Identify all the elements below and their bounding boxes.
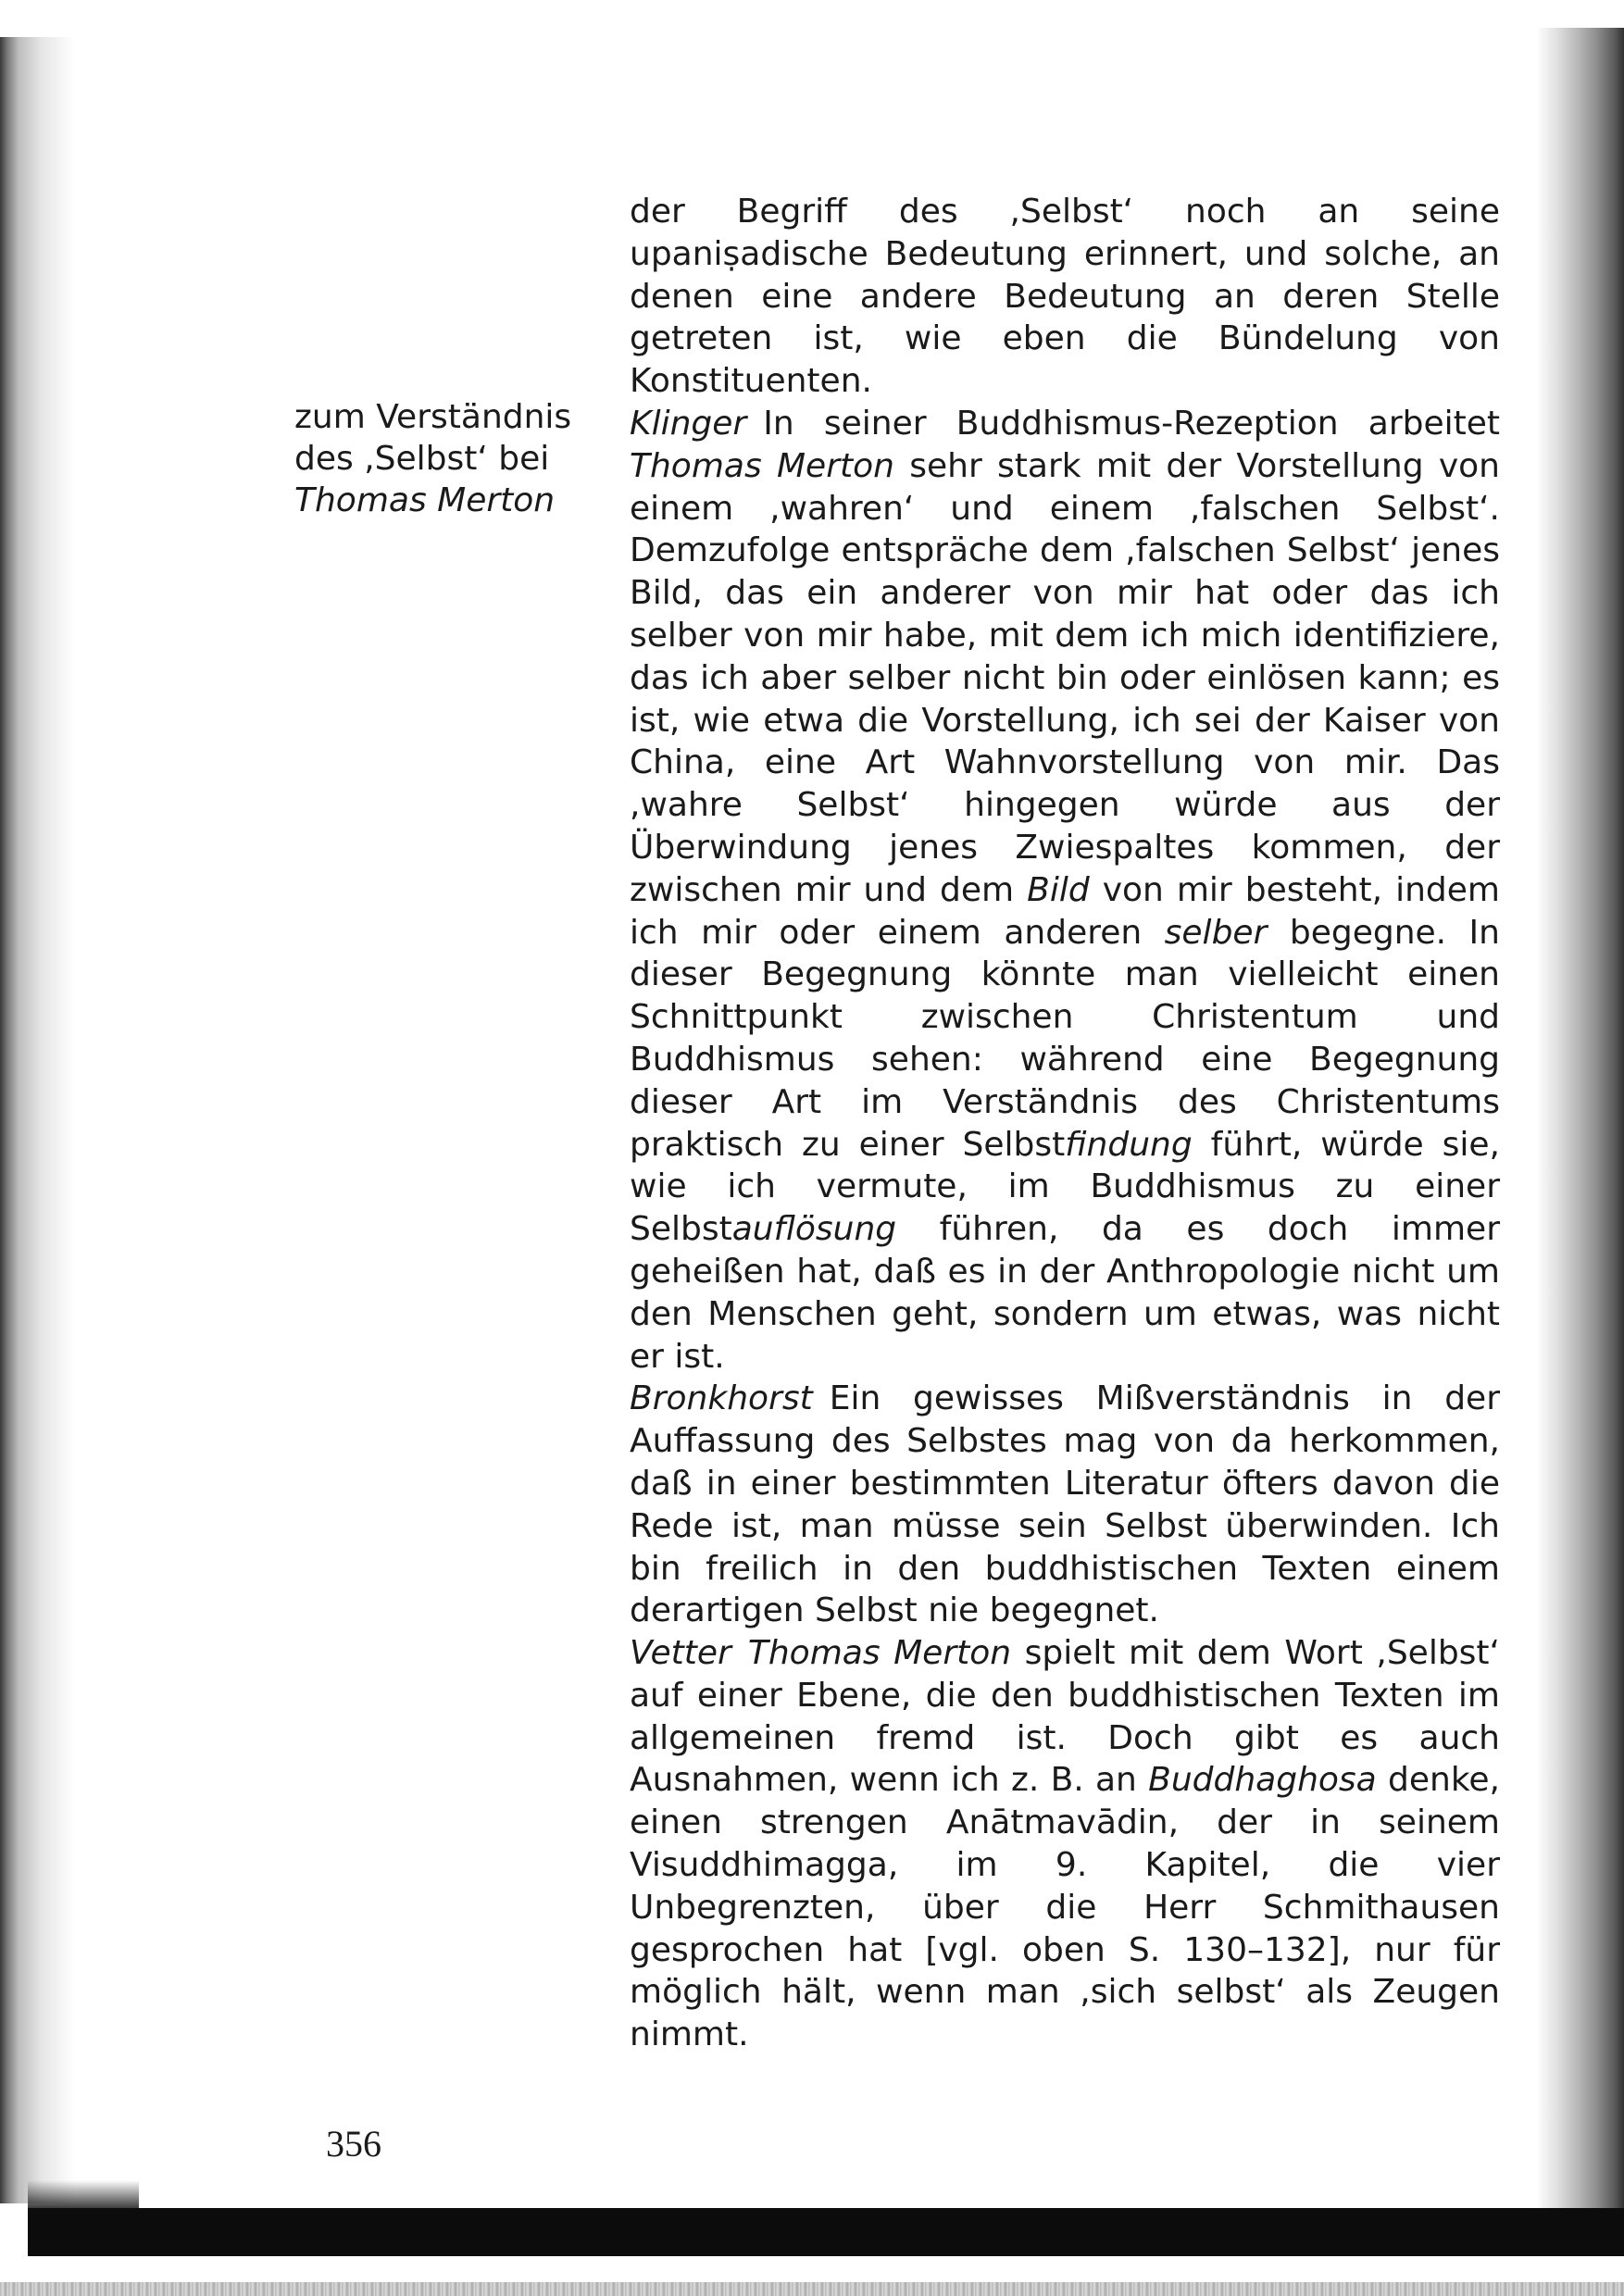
speaker-name: Bronkhorst [630,1379,813,1418]
emphasis: Bild [1027,870,1090,909]
paragraph-vetter [630,1632,1500,2056]
margin-note [294,396,572,521]
text-run: denke, einen strengen Anātmavādin, der in seinem Visuddhimagga, im 9. Kapitel, die vier Unbegrenzten, über die Herr Schmithausen gesprochen hat [vgl. oben S. 130–132], nur für möglich hält, wenn man ,sich selbst‘ als Zeugen nimmt. [630,1761,1500,2054]
text-run: sehr stark mit der Vorstellung von einem ,wahren‘ und einem ,falschen Selbst‘. Demzufolge entspräche dem ,falschen Selbst‘ jenes Bild, das ein anderer von mir hat oder das ich selber von mir habe, mit dem ich mich identifiziere, das ich aber selber nicht bin oder einlösen kann; es ist, wie etwa die Vorstellung, ich sei der Kaiser von China, eine Art Wahnvorstellung von mir. Das ,wahre Selbst‘ hingegen würde aus der Überwindung jenes Zwiespaltes kommen, der zwischen mir und dem [630,446,1500,909]
margin-note-line: Thomas Merton [294,481,556,519]
text-run: Ein gewisses Mißverständnis in der Auffassung des Selbstes mag von da herkommen, daß in einer bestimmten Literatur öfters davon die Rede ist, man müsse sein Selbst überwinden. Ich bin freilich in den buddhistischen Texten einem derartigen Selbst nie begegnet. [630,1379,1500,1630]
scan-shadow [28,2180,139,2210]
binding-shadow [0,37,76,2203]
emphasis: Thomas Merton [747,1634,1012,1673]
emphasis: auflösung [731,1210,897,1249]
scan-bottom-band [28,2208,1624,2256]
text-run: In seiner Buddhismus-Rezeption arbeitet [763,404,1500,443]
paragraph-klinger [630,403,1500,1378]
margin-note-line: des ,Selbst‘ bei [294,440,550,478]
main-text [630,191,1500,2056]
emphasis: findung [1065,1125,1193,1164]
text-run: führen, da es doch immer geheißen hat, daß es in der Anthropologie nicht um den Menschen geht, sondern um etwas, was nicht er ist. [630,1210,1500,1376]
page-number: 356 [326,2123,381,2165]
paragraph-continued: der Begriff des ,Selbst‘ noch an seine upaniṣadische Bedeutung erinnert, und solche, an denen eine andere Bedeutung an deren Stelle getreten ist, wie eben die Bündelung von Konstituenten. [630,193,1500,401]
text-run: führt, würde sie, wie ich vermute, im Buddhismus zu einer Selbst [630,1125,1500,1249]
text-run: begegne. In dieser Begegnung könnte man vielleicht einen Schnittpunkt zwischen Christentum und Buddhismus sehen: während eine Begegnung dieser Art im Verständnis des Christentums praktisch zu einer Selbst [630,913,1500,1164]
margin-note-line: zum Verständnis [294,398,572,436]
speaker-name: Klinger [630,404,747,443]
text-run: spielt mit dem Wort ,Selbst‘ auf einer Ebene, die den buddhistischen Texten im allgemeinen fremd ist. Doch gibt es auch Ausnahmen, wenn ich z. B. an [630,1634,1500,1800]
emphasis: selber [1164,913,1268,952]
emphasis: Buddhaghosa [1148,1761,1377,1800]
text-run: von mir besteht, indem ich mir oder einem anderen [630,870,1501,952]
page-fore-edge [1536,28,1624,2222]
paragraph-bronkhorst [630,1378,1500,1632]
speaker-name: Vetter [630,1634,731,1673]
scan-noise [0,2282,1624,2296]
emphasis: Thomas Merton [630,446,894,485]
